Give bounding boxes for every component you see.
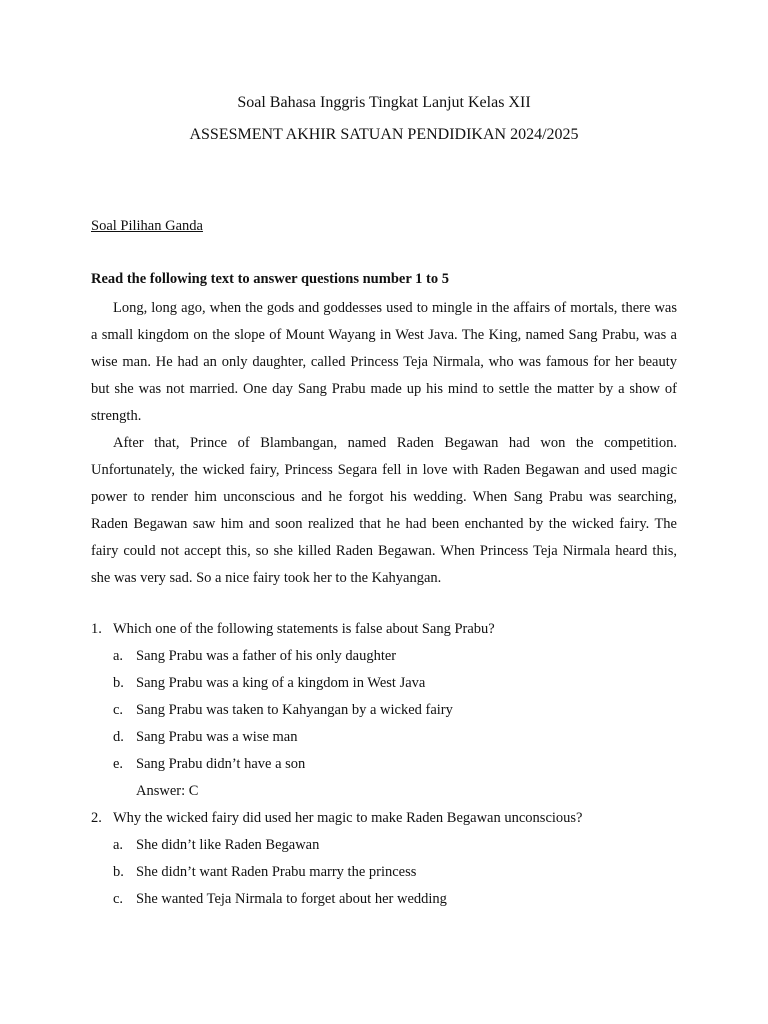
question-item xyxy=(91,805,677,832)
question-number: 1. xyxy=(91,621,102,637)
option-text: She didn’t want Raden Prabu marry the princess xyxy=(136,864,417,880)
option-letter: a. xyxy=(113,648,124,664)
answer-option xyxy=(91,697,677,724)
answer-option xyxy=(91,670,677,697)
option-text: Sang Prabu was a wise man xyxy=(136,729,298,745)
option-letter: d. xyxy=(113,729,124,745)
option-letter: b. xyxy=(113,864,124,880)
answer-option xyxy=(91,832,677,859)
answer-option xyxy=(91,886,677,913)
answer-key: Answer: C xyxy=(136,783,199,799)
answer-option xyxy=(91,724,677,751)
question-item xyxy=(91,616,677,643)
option-letter: b. xyxy=(113,675,124,691)
option-text: Sang Prabu didn’t have a son xyxy=(136,756,306,772)
option-text: Sang Prabu was a father of his only daughter xyxy=(136,648,397,664)
option-letter: c. xyxy=(113,702,124,718)
option-text: She didn’t like Raden Begawan xyxy=(136,837,320,853)
passage-paragraph: After that, Prince of Blambangan, named Raden Begawan had won the competition. Unfortunately, the wicked fairy, Princess Segara fell in love with Raden Begawan and used magic power to render him unconscious and he forgot his wedding. When Sang Prabu was searching, Raden Begawan saw him and soon realized that he had been enchanted by the wicked fairy. The fairy could not accept this, so she killed Raden Begawan. When Princess Teja Nirmala heard this, she was very sad. So a nice fairy took her to the Kahyangan. xyxy=(91,435,677,586)
option-text: Sang Prabu was taken to Kahyangan by a wicked fairy xyxy=(136,702,453,718)
passage-paragraph: Long, long ago, when the gods and goddesses used to mingle in the affairs of mortals, there was a small kingdom on the slope of Mount Wayang in West Java. The King, named Sang Prabu, was a wise man. He had an only daughter, called Princess Teja Nirmala, who was famous for her beauty but she was not married. One day Sang Prabu made up his mind to settle the matter by a show of strength. xyxy=(91,300,677,424)
reading-instruction: Read the following text to answer questions number 1 to 5 xyxy=(91,271,449,287)
answer-option xyxy=(91,859,677,886)
document-title: Soal Bahasa Inggris Tingkat Lanjut Kelas XII xyxy=(237,94,531,111)
answer-option xyxy=(91,643,677,670)
option-letter: c. xyxy=(113,891,124,907)
section-heading: Soal Pilihan Ganda xyxy=(91,218,203,234)
option-text: Sang Prabu was a king of a kingdom in West Java xyxy=(136,675,426,691)
option-text: She wanted Teja Nirmala to forget about her wedding xyxy=(136,891,447,907)
document-subtitle: ASSESMENT AKHIR SATUAN PENDIDIKAN 2024/2025 xyxy=(189,126,579,143)
question-list xyxy=(91,616,677,913)
question-number: 2. xyxy=(91,810,102,826)
question-text: Why the wicked fairy did used her magic to make Raden Begawan unconscious? xyxy=(113,810,583,826)
answer-option xyxy=(91,751,677,778)
option-letter: e. xyxy=(113,756,124,772)
question-text: Which one of the following statements is false about Sang Prabu? xyxy=(113,621,495,637)
reading-passage xyxy=(91,295,677,592)
option-letter: a. xyxy=(113,837,124,853)
